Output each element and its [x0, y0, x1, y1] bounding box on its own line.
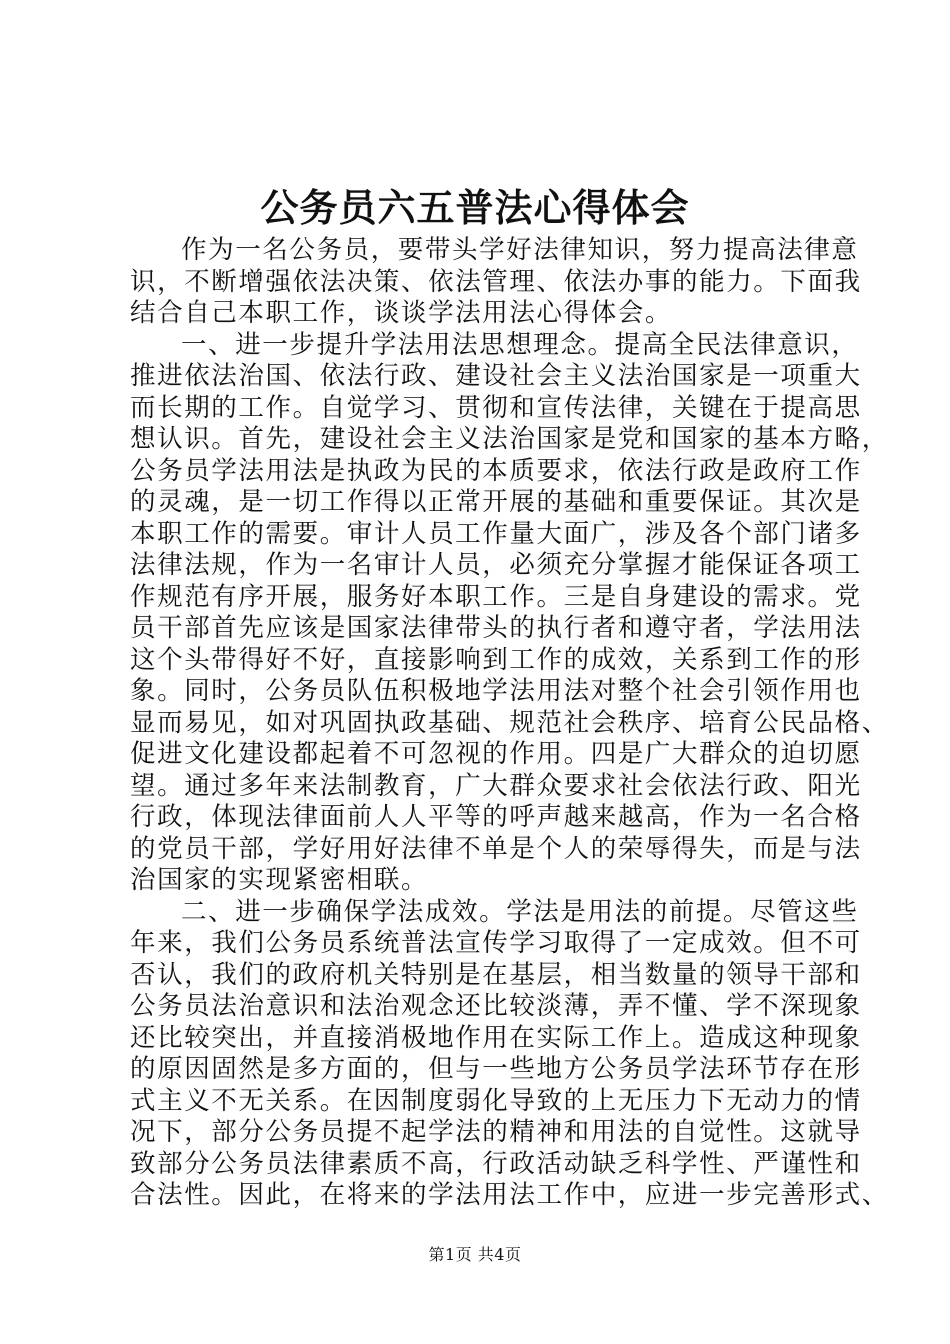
body-line: 治国家的实现紧密相联。 — [130, 865, 429, 895]
body-line: 作规范有序开展，服务好本职工作。三是自身建设的需求。党 — [130, 581, 862, 612]
body-line: 而长期的工作。自觉学习、贯彻和宣传法律，关键在于提高思 — [130, 392, 862, 423]
body-line: 的灵魂，是一切工作得以正常开展的基础和重要保证。其次是 — [130, 487, 862, 517]
body-line: 员干部首先应该是国家法律带头的执行者和遵守者，学法用法 — [130, 613, 862, 643]
body-line: 望。通过多年来法制教育，广大群众要求社会依法行政、阳光 — [130, 770, 862, 801]
document-body — [130, 235, 889, 1212]
body-line: 识，不断增强依法决策、依法管理、依法办事的能力。下面我 — [130, 266, 862, 297]
body-line: 式主义不无关系。在因制度弱化导致的上无压力下无动力的情 — [130, 1085, 862, 1116]
body-line: 象。同时，公务员队伍积极地学法用法对整个社会引领作用也 — [130, 676, 862, 706]
body-line: 年来，我们公务员系统普法宣传学习取得了一定成效。但不可 — [130, 928, 862, 958]
body-line: 推进依法治国、依法行政、建设社会主义法治国家是一项重大 — [130, 361, 862, 391]
body-line: 合法性。因此，在将来的学法用法工作中，应进一步完善形式、 — [130, 1180, 889, 1210]
body-line: 的原因固然是多方面的，但与一些地方公务员学法环节存在形 — [130, 1054, 862, 1084]
body-line: 想认识。首先，建设社会主义法治国家是党和国家的基本方略， — [130, 424, 889, 454]
body-line: 法律法规，作为一名审计人员，必须充分掌握才能保证各项工 — [130, 550, 862, 580]
body-line: 况下，部分公务员提不起学法的精神和用法的自觉性。这就导 — [130, 1117, 862, 1147]
body-line: 二、进一步确保学法成效。学法是用法的前提。尽管这些 — [181, 896, 859, 927]
body-line: 公务员法治意识和法治观念还比较淡薄，弄不懂、学不深现象 — [130, 991, 862, 1021]
body-line: 结合自己本职工作，谈谈学法用法心得体会。 — [130, 298, 673, 328]
body-line: 还比较突出，并直接消极地作用在实际工作上。造成这种现象 — [130, 1022, 862, 1053]
body-line: 致部分公务员法律素质不高，行政活动缺乏科学性、严谨性和 — [130, 1148, 862, 1179]
page-footer: 第1页 共4页 — [428, 1245, 522, 1264]
document-title: 公务员六五普法心得体会 — [260, 185, 690, 230]
body-line: 显而易见，如对巩固执政基础、规范社会秩序、培育公民品格、 — [130, 707, 889, 738]
body-line: 一、进一步提升学法用法思想理念。提高全民法律意识， — [181, 329, 859, 360]
body-line: 本职工作的需要。审计人员工作量大面广，涉及各个部门诸多 — [130, 518, 862, 549]
body-line: 促进文化建设都起着不可忽视的作用。四是广大群众的迫切愿 — [130, 739, 862, 769]
body-line: 这个头带得好不好，直接影响到工作的成效，关系到工作的形 — [130, 644, 862, 675]
body-line: 行政，体现法律面前人人平等的呼声越来越高，作为一名合格 — [130, 802, 862, 832]
body-line: 作为一名公务员，要带头学好法律知识，努力提高法律意 — [181, 235, 859, 265]
body-line: 的党员干部，学好用好法律不单是个人的荣辱得失，而是与法 — [130, 833, 862, 864]
body-line: 公务员学法用法是执政为民的本质要求，依法行政是政府工作 — [130, 455, 862, 486]
body-line: 否认，我们的政府机关特别是在基层，相当数量的领导干部和 — [130, 959, 862, 990]
